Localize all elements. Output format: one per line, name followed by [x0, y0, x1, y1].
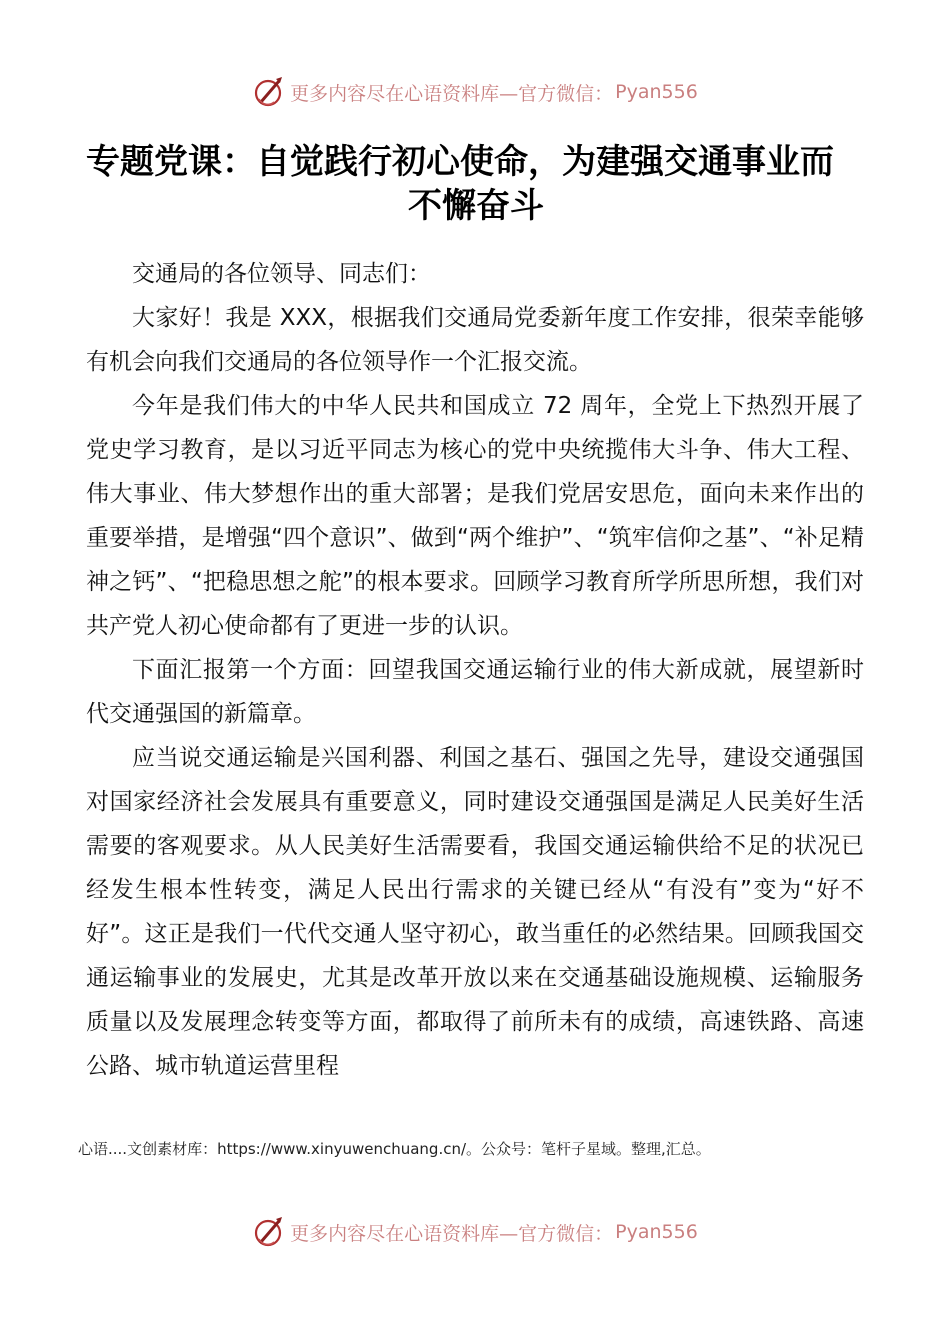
- document-title: [86, 140, 866, 228]
- writing-brush-logo-icon: [252, 75, 286, 109]
- watermark-text: 更多内容尽在心语资料库—官方微信：: [290, 82, 614, 105]
- background-paragraph: 今年是我们伟大的中华人民共和国成立 72 周年，全党上下热烈开展了党史学习教育，是以习近平同志为核心的党中央统揽伟大斗争、伟大工程、伟大事业、伟大梦想作出的重大部署；是我们党居安思危，面向未来作出的重要举措，是增强“四个意识”、做到“两个维护”、“筑牢信仰之基”、“补足精神之钙”、“把稳思想之舵”的根本要求。回顾学习教育所学所思所想，我们对共产党人初心使命都有了更进一步的认识。: [86, 393, 864, 639]
- document-title-line-1: 专题党课：自觉践行初心使命，为建强交通事业而: [86, 142, 834, 182]
- watermark-wechat-id: Pyan556: [615, 1221, 698, 1243]
- watermark-footer: [0, 1212, 950, 1252]
- writing-brush-logo-icon: [252, 1215, 286, 1249]
- greeting-paragraph: 大家好！我是 XXX，根据我们交通局党委新年度工作安排，很荣幸能够有机会向我们交通局的各位领导作一个汇报交流。: [86, 305, 864, 375]
- watermark-text: 更多内容尽在心语资料库—官方微信：: [290, 1222, 614, 1245]
- source-footnote: 心语....文创素材库：https://www.xinyuwenchuang.cn/。公众号：笔杆子星域。整理,汇总。: [78, 1140, 711, 1158]
- watermark-wechat-id: Pyan556: [615, 81, 698, 103]
- document-title-line-2: 不懈奋斗: [408, 186, 544, 226]
- section-intro-paragraph: 下面汇报第一个方面：回望我国交通运输行业的伟大新成就，展望新时代交通强国的新篇章。: [86, 657, 864, 727]
- salutation-paragraph: 交通局的各位领导、同志们：: [132, 261, 431, 287]
- body-paragraph: 应当说交通运输是兴国利器、利国之基石、强国之先导，建设交通强国对国家经济社会发展具有重要意义，同时建设交通强国是满足人民美好生活需要的客观要求。从人民美好生活需要看，我国交通运输供给不足的状况已经发生根本性转变，满足人民出行需求的关键已经从“有没有”变为“好不好”。这正是我们一代代交通人坚守初心，敢当重任的必然结果。回顾我国交通运输事业的发展史，尤其是改革开放以来在交通基础设施规模、运输服务质量以及发展理念转变等方面，都取得了前所未有的成绩，高速铁路、高速公路、城市轨道运营里程: [86, 745, 864, 1079]
- watermark-header: [0, 72, 950, 112]
- document-body: [86, 252, 864, 1088]
